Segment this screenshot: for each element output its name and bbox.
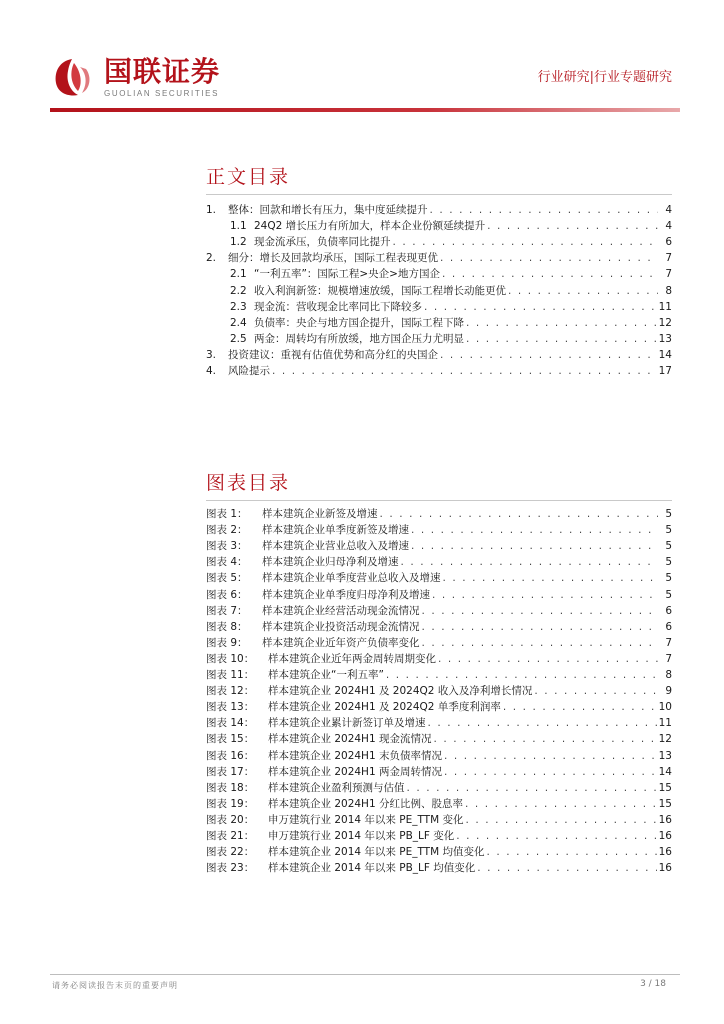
toc-page-number: 6 <box>665 236 672 249</box>
toc-number: 2. <box>206 252 217 265</box>
toc-page-number: 4 <box>665 220 672 233</box>
report-category: 行业研究|行业专题研究 <box>537 70 672 85</box>
figure-page-number: 5 <box>665 508 672 521</box>
figure-page-number: 15 <box>658 781 672 794</box>
toc-entry[interactable] <box>206 362 672 378</box>
figure-entry[interactable] <box>206 650 672 666</box>
figure-text: 样本建筑企业 2014 年以来 PE_TTM 均值变化 <box>268 846 485 859</box>
figure-page-number: 8 <box>665 669 672 682</box>
toc-leader-dots <box>466 316 657 330</box>
figure-number: 图表 1： <box>206 508 248 521</box>
toc-text: 现金流承压，负债率同比提升 <box>254 236 391 249</box>
toc-entry[interactable] <box>206 217 672 233</box>
figure-entry[interactable] <box>206 602 672 618</box>
figure-page-number: 16 <box>658 846 672 859</box>
figure-entry[interactable] <box>206 585 672 601</box>
figure-leader-dots <box>466 813 657 827</box>
figure-page-number: 16 <box>658 813 672 826</box>
toc-text: “一利五率”：国际工程>央企>地方国企 <box>254 268 440 281</box>
figure-entry[interactable] <box>206 746 672 762</box>
figures-toc-title: 图表目录 <box>206 472 291 494</box>
toc-leader-dots <box>440 348 657 362</box>
figure-number: 图表 18： <box>206 781 255 794</box>
figure-leader-dots <box>401 555 659 569</box>
toc-leader-dots <box>466 332 657 346</box>
figure-leader-dots <box>411 523 658 537</box>
figure-number: 图表 11： <box>206 669 255 682</box>
figure-entry[interactable] <box>206 714 672 730</box>
figure-number: 图表 6： <box>206 588 248 601</box>
figure-text: 样本建筑企业 2024H1 两金周转情况 <box>268 765 442 778</box>
figure-page-number: 5 <box>665 540 672 553</box>
figure-leader-dots <box>443 571 659 585</box>
figure-entry[interactable] <box>206 666 672 682</box>
page-number: 3 / 18 <box>640 979 666 989</box>
figure-leader-dots <box>422 604 659 618</box>
figure-page-number: 7 <box>665 652 672 665</box>
figure-page-number: 7 <box>665 636 672 649</box>
figure-number: 图表 8： <box>206 620 248 633</box>
figure-leader-dots <box>444 749 657 763</box>
figure-entry[interactable] <box>206 779 672 795</box>
company-logo-subtitle: GUOLIAN SECURITIES <box>104 89 220 98</box>
figure-number: 图表 7： <box>206 604 248 617</box>
figure-number: 图表 19： <box>206 797 255 810</box>
figure-number: 图表 9： <box>206 636 248 649</box>
figure-page-number: 16 <box>658 829 672 842</box>
toc-entry[interactable] <box>206 265 672 281</box>
figure-entry[interactable] <box>206 811 672 827</box>
toc-leader-dots <box>442 267 658 281</box>
toc-number: 2.5 <box>230 332 247 345</box>
figure-page-number: 12 <box>658 733 672 746</box>
figure-page-number: 15 <box>658 797 672 810</box>
figure-text: 申万建筑行业 2014 年以来 PB_LF 变化 <box>268 829 455 842</box>
figure-entry[interactable] <box>206 859 672 875</box>
figure-text: 样本建筑企业归母净利及增速 <box>262 556 399 569</box>
toc-text: 风险提示 <box>228 365 270 378</box>
figure-number: 图表 23： <box>206 862 255 875</box>
figure-leader-dots <box>380 507 659 521</box>
figure-page-number: 5 <box>665 588 672 601</box>
figure-leader-dots <box>438 652 658 666</box>
toc-leader-dots <box>424 300 657 314</box>
figure-leader-dots <box>456 829 656 843</box>
figure-page-number: 6 <box>665 620 672 633</box>
figure-leader-dots <box>422 620 659 634</box>
toc-text: 收入利润新签：规模增速放缓，国际工程增长动能更优 <box>254 284 506 297</box>
toc-number: 4. <box>206 365 217 378</box>
figure-leader-dots <box>477 861 656 875</box>
figure-number: 图表 12： <box>206 685 255 698</box>
figure-leader-dots <box>386 668 658 682</box>
toc-leader-dots <box>508 284 658 298</box>
toc-page-number: 12 <box>658 316 672 329</box>
toc-number: 2.1 <box>230 268 247 281</box>
figure-text: 样本建筑企业 2024H1 及 2024Q2 单季度利润率 <box>268 701 501 714</box>
figure-number: 图表 20： <box>206 813 255 826</box>
figure-text: 样本建筑企业 2024H1 末负债率情况 <box>268 749 442 762</box>
figure-entry[interactable] <box>206 763 672 779</box>
figure-entry[interactable] <box>206 843 672 859</box>
header-divider <box>50 108 680 112</box>
figure-page-number: 11 <box>658 717 672 730</box>
figure-entry[interactable] <box>206 618 672 634</box>
figure-page-number: 16 <box>658 862 672 875</box>
toc-text: 24Q2 增长压力有所加大，样本企业份额延续提升 <box>254 220 486 233</box>
toc-entry[interactable] <box>206 281 672 297</box>
toc-entry[interactable] <box>206 330 672 346</box>
figure-page-number: 5 <box>665 556 672 569</box>
figure-entry[interactable] <box>206 569 672 585</box>
figure-number: 图表 10： <box>206 652 255 665</box>
figure-number: 图表 3： <box>206 540 248 553</box>
figure-text: 样本建筑企业 2024H1 现金流情况 <box>268 733 432 746</box>
toc-leader-dots <box>440 251 658 265</box>
toc-entry[interactable] <box>206 233 672 249</box>
figure-leader-dots <box>407 781 657 795</box>
toc-leader-dots <box>487 219 658 233</box>
figure-number: 图表 16： <box>206 749 255 762</box>
figure-page-number: 13 <box>658 749 672 762</box>
toc-number: 1.2 <box>230 236 247 249</box>
figure-text: 申万建筑行业 2014 年以来 PE_TTM 变化 <box>268 813 464 826</box>
toc-entry[interactable] <box>206 249 672 265</box>
figure-text: 样本建筑企业盈利预测与估值 <box>268 781 405 794</box>
figure-text: 样本建筑企业经营活动现金流情况 <box>262 604 420 617</box>
page-header <box>0 0 724 118</box>
figure-entry[interactable] <box>206 730 672 746</box>
toc-list <box>206 201 672 378</box>
figure-leader-dots <box>411 539 658 553</box>
toc-number: 2.2 <box>230 284 247 297</box>
footer-divider <box>50 974 680 975</box>
toc-page-number: 13 <box>658 332 672 345</box>
toc-page-number: 4 <box>665 204 672 217</box>
toc-page-number: 11 <box>658 300 672 313</box>
figure-entry[interactable] <box>206 537 672 553</box>
figure-text: 样本建筑企业营业总收入及增速 <box>262 540 409 553</box>
toc-entry[interactable] <box>206 201 672 217</box>
figure-page-number: 6 <box>665 604 672 617</box>
figure-text: 样本建筑企业累计新签订单及增速 <box>268 717 426 730</box>
toc-text: 投资建议：重视有估值优势和高分红的央国企 <box>228 348 438 361</box>
figure-page-number: 9 <box>665 685 672 698</box>
figures-toc-list <box>206 505 672 875</box>
figure-leader-dots <box>534 684 658 698</box>
toc-title-rule <box>206 194 672 195</box>
figure-text: 样本建筑企业“一利五率” <box>268 669 384 682</box>
toc-entry[interactable] <box>206 314 672 330</box>
figure-number: 图表 4： <box>206 556 248 569</box>
toc-leader-dots <box>393 235 659 249</box>
figure-entry[interactable] <box>206 827 672 843</box>
toc-entry[interactable] <box>206 298 672 314</box>
figure-page-number: 10 <box>658 701 672 714</box>
figure-entry[interactable] <box>206 682 672 698</box>
figure-leader-dots <box>433 732 656 746</box>
figure-entry[interactable] <box>206 698 672 714</box>
figure-leader-dots <box>444 765 657 779</box>
figure-number: 图表 15： <box>206 733 255 746</box>
toc-page-number: 14 <box>658 348 672 361</box>
figure-number: 图表 14： <box>206 717 255 730</box>
toc-page-number: 8 <box>665 284 672 297</box>
toc-number: 2.4 <box>230 316 247 329</box>
company-logo-text: 国联证券 <box>104 55 221 88</box>
toc-entry[interactable] <box>206 346 672 362</box>
figure-text: 样本建筑企业单季度新签及增速 <box>262 524 409 537</box>
footer-disclaimer: 请务必阅读报告末页的重要声明 <box>52 981 178 990</box>
figure-text: 样本建筑企业 2024H1 及 2024Q2 收入及净利增长情况 <box>268 685 533 698</box>
figure-text: 样本建筑企业投资活动现金流情况 <box>262 620 420 633</box>
figure-entry[interactable] <box>206 795 672 811</box>
figure-entry[interactable] <box>206 521 672 537</box>
figure-number: 图表 13： <box>206 701 255 714</box>
figure-page-number: 5 <box>665 524 672 537</box>
toc-leader-dots <box>272 364 657 378</box>
figure-text: 样本建筑企业单季度营业总收入及增速 <box>262 572 441 585</box>
figure-leader-dots <box>465 797 657 811</box>
toc-number: 1.1 <box>230 220 247 233</box>
figure-text: 样本建筑企业单季度归母净利及增速 <box>262 588 430 601</box>
toc-text: 负债率：央企与地方国企提升，国际工程下降 <box>254 316 464 329</box>
toc-title: 正文目录 <box>206 166 291 188</box>
toc-text: 两金：周转均有所放缓，地方国企压力尤明显 <box>254 332 464 345</box>
toc-number: 1. <box>206 204 217 217</box>
toc-page-number: 7 <box>665 252 672 265</box>
figure-text: 样本建筑企业近年资产负债率变化 <box>262 636 420 649</box>
toc-page-number: 17 <box>658 365 672 378</box>
toc-leader-dots <box>430 203 659 217</box>
figure-leader-dots <box>428 716 657 730</box>
figure-entry[interactable] <box>206 553 672 569</box>
toc-text: 现金流：营收现金比率同比下降较多 <box>254 300 422 313</box>
figure-entry[interactable] <box>206 505 672 521</box>
figure-number: 图表 17： <box>206 765 255 778</box>
toc-number: 2.3 <box>230 300 247 313</box>
figure-text: 样本建筑企业 2014 年以来 PB_LF 均值变化 <box>268 862 476 875</box>
figure-leader-dots <box>422 636 659 650</box>
figure-number: 图表 22： <box>206 846 255 859</box>
figure-page-number: 5 <box>665 572 672 585</box>
toc-text: 整体：回款和增长有压力，集中度延续提升 <box>228 204 428 217</box>
figure-entry[interactable] <box>206 634 672 650</box>
figure-text: 样本建筑企业近年两金周转周期变化 <box>268 652 436 665</box>
toc-page-number: 7 <box>665 268 672 281</box>
figure-number: 图表 5： <box>206 572 248 585</box>
figures-toc-title-rule <box>206 500 672 501</box>
toc-number: 3. <box>206 348 217 361</box>
toc-text: 细分：增长及回款均承压，国际工程表现更优 <box>228 252 438 265</box>
figure-leader-dots <box>503 700 657 714</box>
figure-text: 样本建筑企业新签及增速 <box>262 508 378 521</box>
figure-leader-dots <box>432 588 658 602</box>
figure-text: 样本建筑企业 2024H1 分红比例、股息率 <box>268 797 463 810</box>
figure-leader-dots <box>487 845 657 859</box>
figure-number: 图表 21： <box>206 829 255 842</box>
figure-page-number: 14 <box>658 765 672 778</box>
guolian-logo-icon <box>50 55 94 99</box>
figure-number: 图表 2： <box>206 524 248 537</box>
